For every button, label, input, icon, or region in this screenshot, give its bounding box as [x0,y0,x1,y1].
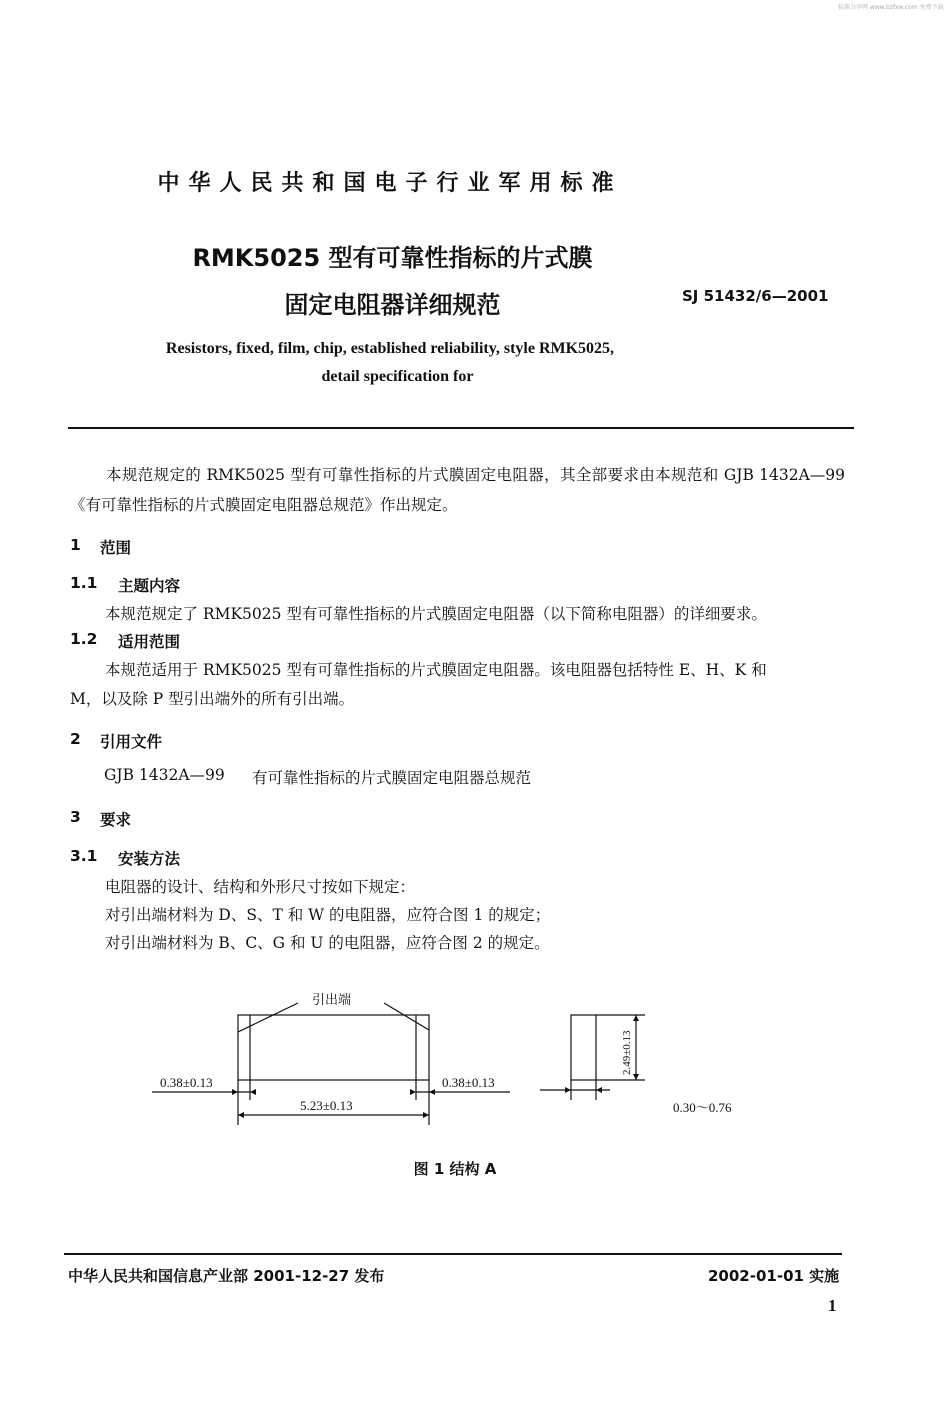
standard-number: SJ 51432/6—2001 [682,287,829,305]
section-1-number: 1 [70,536,81,554]
chip-body-outline [238,1015,429,1080]
section-1-2-body-line1: 本规范适用于 RMK5025 型有可靠性指标的片式膜固定电阻器。该电阻器包括特性 E、H、K 和 [105,661,767,679]
left-terminal-dimension: 0.38±0.13 [160,1075,213,1090]
figure-1-caption: 图 1 结构 A [413,1160,497,1178]
terminal-label: 引出端 [312,992,352,1007]
watermark: 标准分享网 www.bzfxw.com 免费下载 [838,4,944,11]
section-3-number: 3 [70,808,81,826]
intro-paragraph: 本规范规定的 RMK5025 型有可靠性指标的片式膜固定电阻器，其全部要求由本规范和 GJB 1432A—99《有可靠性指标的片式膜固定电阻器总规范》作出规定。 [70,466,845,514]
figure-1-drawing [0,980,950,1150]
document-title-en-line1: Resistors, fixed, film, chip, established reliability, style RMK5025, [165,340,615,357]
section-1-2-title: 适用范围 [118,633,181,651]
right-terminal-leader [384,1003,429,1030]
section-3-1-number: 3.1 [70,847,98,865]
chip-side-view-outline [571,1015,596,1080]
section-1-1-body: 本规范规定了 RMK5025 型有可靠性指标的片式膜固定电阻器（以下简称电阻器）的详细要求。 [105,605,767,623]
document-title-cn-line1: RMK5025 型有可靠性指标的片式膜 [192,244,593,272]
section-3-title: 要求 [100,811,132,829]
section-3-1-line3: 对引出端材料为 B、C、G 和 U 的电阻器，应符合图 2 的规定。 [105,934,550,952]
section-1-2-number: 1.2 [70,630,98,648]
standard-category-title: 中华人民共和国电子行业军用标准 [157,171,623,196]
thickness-dimension: 0.30～0.76 [673,1100,732,1115]
section-3-1-title: 安装方法 [118,850,181,868]
section-1-2-body-line2: M，以及除 P 型引出端外的所有引出端。 [70,690,355,708]
header-divider [68,427,854,429]
section-3-1-line2: 对引出端材料为 D、S、T 和 W 的电阻器，应符合图 1 的规定； [105,906,551,924]
section-1-title: 范围 [100,539,132,557]
length-dimension: 5.23±0.13 [300,1098,353,1113]
reference-code: GJB 1432A—99 [104,766,225,784]
issuer-and-release-date: 中华人民共和国信息产业部 2001-12-27 发布 [68,1267,385,1285]
height-dimension: 2.49±0.13 [621,1030,633,1075]
document-title-cn-line2: 固定电阻器详细规范 [284,291,501,319]
section-2-title: 引用文件 [100,733,163,751]
reference-title: 有可靠性指标的片式膜固定电阻器总规范 [252,769,532,787]
footer-divider [64,1253,842,1255]
section-1-1-title: 主题内容 [118,577,181,595]
section-1-1-number: 1.1 [70,574,98,592]
left-terminal-leader [238,1003,298,1032]
page-number: 1 [828,1296,837,1315]
effective-date: 2002-01-01 实施 [708,1267,840,1285]
right-terminal-dimension: 0.38±0.13 [442,1075,495,1090]
document-title-en-line2: detail specification for [321,368,474,385]
section-2-number: 2 [70,730,81,748]
section-3-1-line1: 电阻器的设计、结构和外形尺寸按如下规定： [105,878,416,896]
